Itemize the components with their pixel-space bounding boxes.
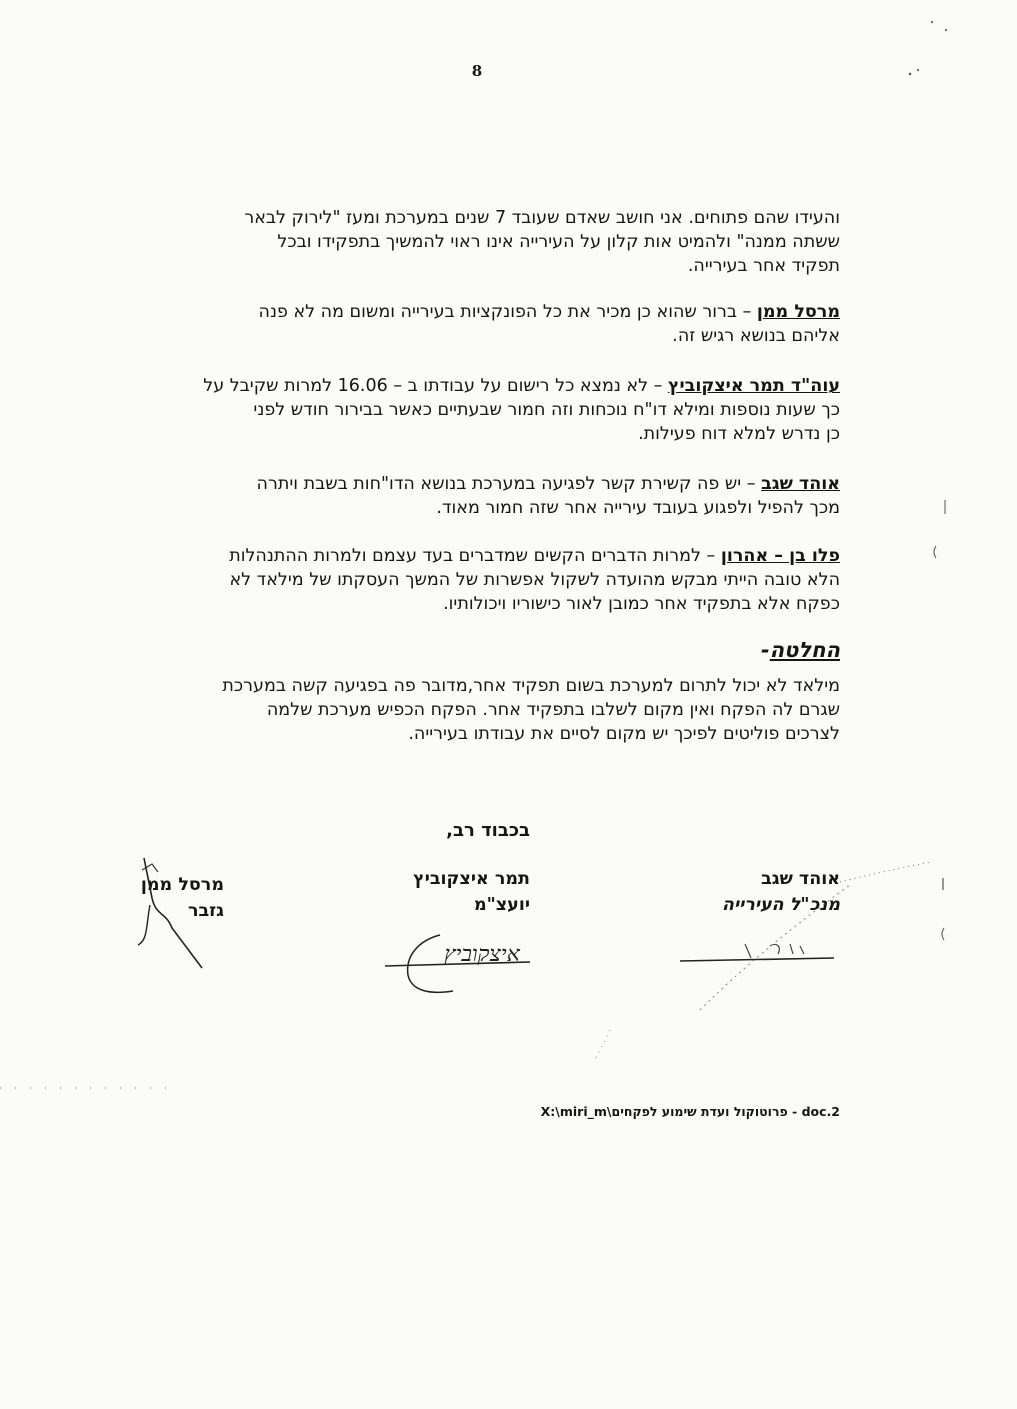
signature-marsel-stroke — [144, 858, 202, 968]
paragraph-line: ששתה ממנה" ולהמיט אות קלון על העירייה אינו ראוי להמשיך בתפקידו ובכל — [277, 232, 840, 252]
scan-artifact-dot — [945, 29, 947, 31]
signature-ohad-scribble — [745, 944, 804, 958]
signatory-role: יועצ"מ — [473, 895, 530, 915]
scan-artifact-dots — [595, 1030, 610, 1060]
paragraph-line: הלא טובה הייתי מבקש מהועדה לשקול אפשרות של המשך העסקתו של מילאד לא — [229, 570, 840, 590]
paragraph-line: והעידו שהם פתוחים. אני חושב שאדם שעובד 7 שנים במערכת ומעז "לירוק לבאר — [244, 208, 840, 228]
paragraph-line: תפקיד אחר בעירייה. — [687, 256, 840, 276]
page-number: 8 — [471, 62, 483, 80]
speaker-name: פלו בן – אהרון — [720, 546, 840, 566]
signature-line-ohad — [680, 958, 834, 961]
signatory-name: תמר איצקוביץ — [413, 869, 530, 889]
paragraph-line: כן נדרש למלא דוח פעילות. — [638, 424, 840, 444]
paragraph-line: כך שעות נוספות ומילא דו"ח נוכחות וזה חמור שבעתיים כאשר בבירור חודש לפני — [253, 400, 840, 420]
signature-marsel-stroke-2 — [138, 905, 150, 945]
speaker-statement: – לא נמצא כל רישום על עבודתו ב – 16.06 למרות שקיבל על — [203, 376, 668, 396]
speaker-name: מרסל ממן — [756, 302, 840, 322]
scan-artifact-mark — [942, 928, 944, 940]
speaker-name: אוהד שגב — [761, 474, 840, 494]
paragraph-line: מילאד לא יכול לתרום למערכת בשום תפקיד אחר,מדובר פה בפגיעה קשה במערכת — [222, 676, 840, 696]
scan-artifact-dot — [909, 73, 911, 75]
signature-ohad-tail — [700, 885, 850, 1010]
speaker-name: עוה"ד תמר איצקוביץ — [667, 376, 840, 396]
closing-salutation: בכבוד רב, — [446, 820, 530, 841]
signatory-name: אוהד שגב — [761, 869, 840, 889]
decision-title: החלטה — [769, 638, 840, 662]
paragraph-line: לצרכים פוליטים לפיכך יש מקום לסיים את עבודתו בעירייה. — [408, 724, 840, 744]
speaker-statement: – יש פה קשירת קשר לפגיעה במערכת בנושא הדו"חות בשבת ויתרה — [256, 474, 762, 494]
scan-artifact-dot — [931, 21, 933, 23]
signature-marsel-hook — [142, 864, 158, 872]
speaker-statement: – ברור שהוא כן מכיר את כל הפונקציות בעירייה ומשום מה לא פנה — [258, 302, 757, 322]
signatory-role: גזבר — [187, 901, 224, 921]
scan-artifact-mark — [934, 546, 936, 558]
signatory-role: מנכ"ל העירייה — [722, 895, 840, 915]
paragraph-line: כפקח אלא בתפקיד אחר כמובן לאור כישוריו ויכולותיו. — [443, 594, 840, 614]
signature-tamar-text: איצקוביץ — [444, 942, 520, 967]
paragraph-line: מכך להפיל ולפגוע בעובד עירייה אחר שזה חמור מאוד. — [436, 498, 840, 518]
paragraph-line: שגרם לה הפקח ואין מקום לשלבו בתפקיד אחר. הפקח הכפיש מערכת שלמה — [266, 700, 840, 720]
scan-artifact-dots — [840, 862, 930, 882]
decision-dash: - — [761, 638, 770, 662]
paragraph-line: אליהם בנושא רגיש זה. — [672, 326, 840, 346]
speaker-statement: – למרות הדברים הקשים שמדברים בעד עצמם ולמרות ההתנהלות — [229, 546, 721, 566]
footer-file-path: X:\miri_m\פרוטוקול ועדת שימוע לפקחים - doc.2 — [540, 1104, 840, 1119]
scan-artifact-dot — [917, 69, 919, 71]
signatory-name: מרסל ממן — [140, 875, 224, 895]
